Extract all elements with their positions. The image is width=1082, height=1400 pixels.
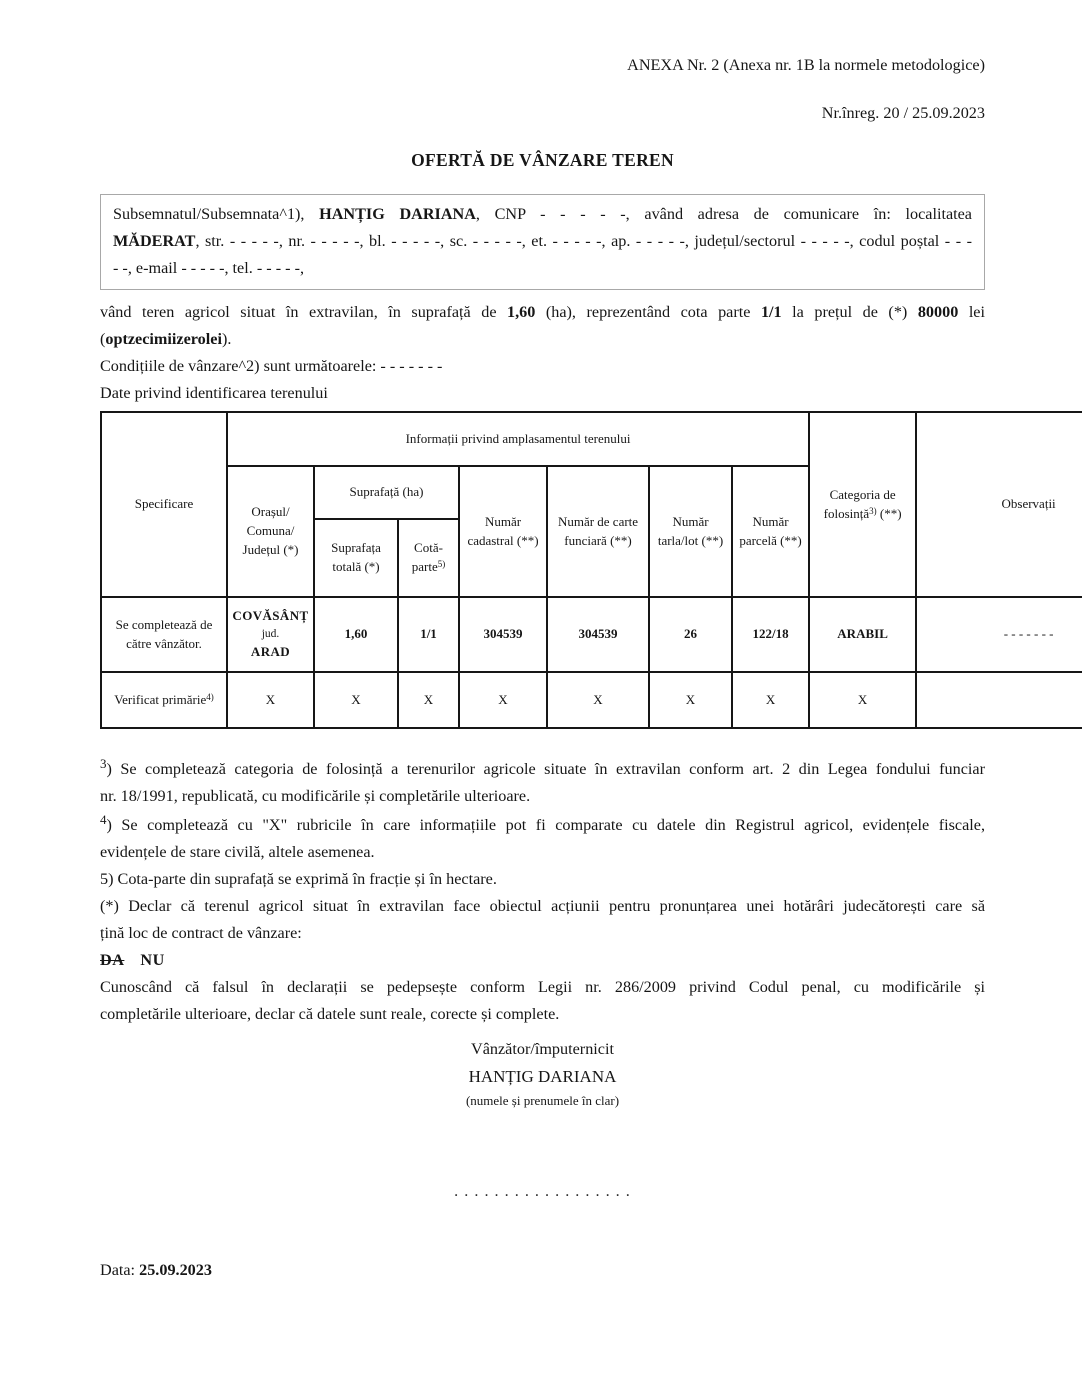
th-oras-comuna-judet: Orașul/ Comuna/ Județul (*) (227, 466, 314, 597)
declarant-line-3: - -, e-mail - - - - -, tel. - - - - -, (113, 259, 305, 277)
footnote-4-marker: 4 (100, 812, 107, 827)
th-suprafata-totala: Suprafața totală (*) (314, 519, 398, 597)
land-data-heading: Date privind identificarea terenului (100, 384, 328, 402)
offer-text: ). (221, 330, 232, 348)
cell-land-book-number: 304539 (547, 597, 649, 672)
footnote-4-line-2: evidențele de stare civilă, altele asemenea. (100, 843, 375, 861)
declarant-name: HANȚIG DARIANA (319, 205, 476, 223)
cell-county: ARAD (250, 643, 291, 659)
cell-total-area: 1,60 (314, 597, 398, 672)
legal-line-1: Cunoscând că falsul în declarații se pedepsește conform Legii nr. 286/2009 privind Codul penal, cu modificările și (100, 978, 985, 996)
cell-x-mark: X (547, 672, 649, 728)
registration-number: Nr.înreg. 20 / 25.09.2023 (821, 104, 985, 122)
page-content (100, 52, 985, 407)
verify-row (101, 672, 1082, 728)
conditions-line: Condițiile de vânzare^2) sunt următoarele: - - - - - - - (100, 357, 443, 375)
land-identification-table (100, 411, 1082, 729)
cell-share: 1/1 (398, 597, 459, 672)
nu-option: NU (140, 951, 165, 969)
offer-text: (ha), reprezentând cota parte (535, 303, 761, 321)
th-suprafata-group: Suprafață (ha) (314, 466, 459, 519)
declarant-text: , str. - - - - -, nr. - - - - -, bl. - - - - -, sc. - - - - -, et. - - - - -, ap. - - - - -, județul/sectorul - - - - -, codul poștal - - - (195, 232, 972, 250)
cell-county-prefix: jud. (261, 628, 280, 641)
cell-verify-label (101, 672, 227, 728)
offer-price-words: optzecimiizerolei (105, 330, 222, 348)
declarant-text: Subsemnatul/Subsemnata^1), (113, 205, 320, 223)
seller-data-row (101, 597, 1082, 672)
offer-line-1 (100, 299, 985, 326)
signature-dots: . . . . . . . . . . . . . . . . . . (454, 1182, 631, 1200)
cell-observations-empty (916, 672, 1082, 728)
legal-line-2: completările ulterioare, declar că datele sunt reale, corecte și complete. (100, 1005, 560, 1023)
cell-verify-text: Verificat primărie (114, 691, 207, 707)
th-cota-parte (398, 519, 459, 597)
cell-parcel-number: 122/18 (732, 597, 809, 672)
offer-text: vând teren agricol situat în extravilan, în suprafață de (100, 303, 508, 321)
signature-role: Vânzător/împuternicit (471, 1040, 614, 1058)
offer-area: 1,60 (507, 303, 536, 321)
document-title: OFERTĂ DE VÂNZARE TEREN (411, 150, 674, 170)
footnote-3-line-1 (100, 756, 985, 783)
date-value: 25.09.2023 (139, 1261, 212, 1279)
anexa-note: ANEXA Nr. 2 (Anexa nr. 1B la normele metodologice) (627, 56, 985, 74)
th-cota-parte-text: Cotă-parte (411, 540, 443, 574)
da-option: DA (100, 951, 125, 969)
footnote-3-marker: 3 (100, 756, 107, 771)
th-cota-parte-footnote-ref: 5) (437, 559, 446, 569)
th-categoria-footnote-ref: 3) (869, 505, 877, 516)
th-numar-cadastral: Număr cadastral (**) (459, 466, 547, 597)
th-numar-tarla: Număr tarla/lot (**) (649, 466, 732, 597)
footnote-4-text: ) Se completează cu "X" rubricile în care informațiile pot fi comparate cu datele din Registrul agricol, evidențele fiscale, (106, 816, 985, 834)
offer-text: la prețul de (*) (781, 303, 918, 321)
offer-price: 80000 (917, 303, 959, 321)
cell-x-mark: X (459, 672, 547, 728)
da-nu-choice (100, 947, 985, 974)
cell-observations: - - - - - - - (916, 597, 1082, 672)
cell-locality-county (227, 597, 314, 672)
footnote-4-line-1 (100, 812, 985, 839)
cell-x-mark: X (809, 672, 916, 728)
declaration-line-2: țină loc de contract de vânzare: (100, 924, 302, 942)
th-categoria-text: Categoria de folosință (823, 486, 896, 521)
footnote-3-line-2: nr. 18/1991, republicată, cu modificările și completările ulterioare. (100, 787, 531, 805)
footnote-5: 5) Cota-parte din suprafață se exprimă în fracție și în hectare. (100, 870, 497, 888)
th-categoria-text: (**) (876, 505, 902, 521)
declarant-line-2 (113, 228, 972, 255)
th-info-group: Informații privind amplasamentul terenului (227, 412, 809, 466)
cell-seller-label: Se completează de către vânzător. (101, 597, 227, 672)
cell-x-mark: X (398, 672, 459, 728)
cell-x-mark: X (732, 672, 809, 728)
offer-text: ( (100, 330, 106, 348)
cell-category: ARABIL (809, 597, 916, 672)
cell-locality: COVĂSÂNȚ (232, 608, 309, 624)
th-observatii: Observații (916, 412, 1082, 597)
date-label: Data: (100, 1261, 140, 1279)
offer-paragraph (100, 299, 985, 407)
declarant-box (100, 194, 985, 290)
cell-x-mark: X (227, 672, 314, 728)
declarant-locality: MĂDERAT (113, 232, 196, 250)
offer-share: 1/1 (760, 303, 782, 321)
signature-block (100, 1036, 985, 1112)
th-numar-parcela: Număr parcelă (**) (732, 466, 809, 597)
footnotes-section (100, 756, 985, 1284)
cell-verify-footnote-ref: 4) (206, 691, 214, 702)
cell-cadastral-number: 304539 (459, 597, 547, 672)
footnote-3-text: ) Se completează categoria de folosință a terenurilor agricole situate în extravilan conform art. 2 din Legea fondului funciar (106, 760, 985, 778)
offer-text: lei (958, 303, 985, 321)
cell-tarla-number: 26 (649, 597, 732, 672)
declarant-line-1 (113, 201, 972, 228)
th-specificare: Specificare (101, 412, 227, 597)
th-numar-carte-funciara: Număr de carte funciară (**) (547, 466, 649, 597)
date-line (100, 1257, 985, 1284)
offer-line-2 (100, 326, 985, 353)
th-categoria (809, 412, 916, 597)
declarant-text: , CNP - - - - -, având adresa de comunicare în: localitatea (475, 205, 972, 223)
signature-hint: (numele și prenumele în clar) (465, 1093, 620, 1108)
cell-x-mark: X (314, 672, 398, 728)
declaration-line-1: (*) Declar că terenul agricol situat în extravilan face obiectul acțiunii pentru pronunțarea unei hotărâri judecătorești care să (100, 897, 985, 915)
signature-name: HANȚIG DARIANA (468, 1067, 617, 1086)
cell-x-mark: X (649, 672, 732, 728)
